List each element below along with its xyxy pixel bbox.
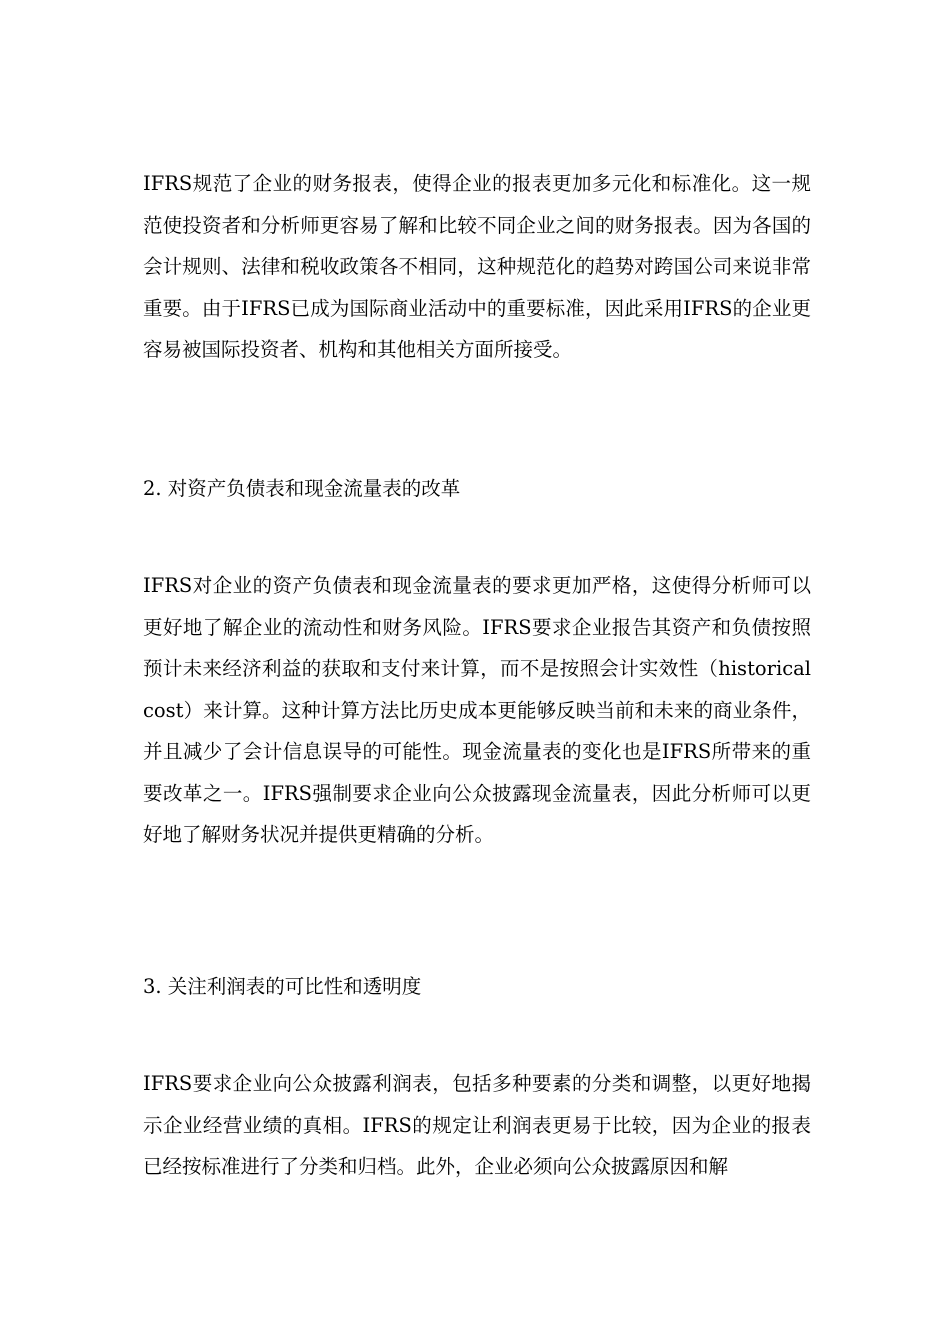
paragraph-ifrs-standardization: IFRS规范了企业的财务报表，使得企业的报表更加多元化和标准化。这一规范使投资者和分析师更容易了解和比较不同企业之间的财务报表。因为各国的会计规则、法律和税收政策各不相同，这种规范化的趋势对跨国公司来说非常重要。由于IFRS已成为国际商业活动中的重要标准，因此采用IFRS的企业更容易被国际投资者、机构和其他相关方面所接受。 <box>143 172 811 361</box>
paragraph-balance-sheet-cash-flow: IFRS对企业的资产负债表和现金流量表的要求更加严格，这使得分析师可以更好地了解企业的流动性和财务风险。IFRS要求企业报告其资产和负债按照预计未来经济利益的获取和支付来计算，而不是按照会计实效性（historical cost）来计算。这种计算方法比历史成本更能够反映当前和未来的商业条件，并且减少了会计信息误导的可能性。现金流量表的变化也是IFRS所带来的重要改革之一。IFRS强制要求企业向公众披露现金流量表，因此分析师可以更好地了解财务状况并提供更精确的分析。 <box>143 574 811 846</box>
section-heading-income-statement: 3. 关注利润表的可比性和透明度 <box>143 975 422 998</box>
paragraph-income-statement: IFRS要求企业向公众披露利润表，包括多种要素的分类和调整，以更好地揭示企业经营业绩的真相。IFRS的规定让利润表更易于比较，因为企业的报表已经按标准进行了分类和归档。此外，企业必须向公众披露原因和解 <box>143 1072 811 1178</box>
section-heading-balance-sheet-cash-flow: 2. 对资产负债表和现金流量表的改革 <box>143 477 461 500</box>
